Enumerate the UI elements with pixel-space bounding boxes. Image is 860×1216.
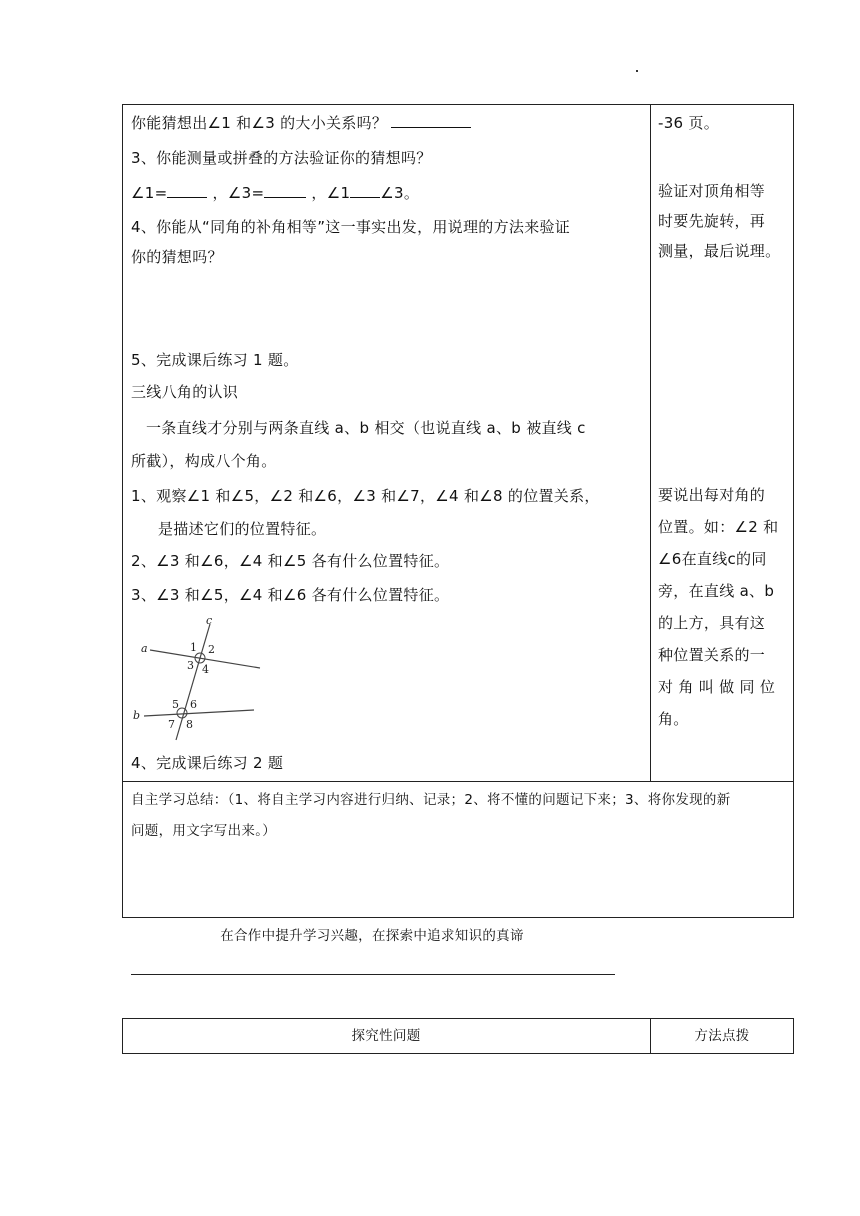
angle1-blank[interactable]	[167, 183, 207, 198]
page-reference: -36 页。	[658, 114, 720, 132]
tip2-line: 种位置关系的一	[658, 646, 766, 664]
motto-underline	[131, 974, 615, 975]
intro-line1: 一条直线才分别与两条直线 a、b 相交（也说直线 a、b 被直线 c	[146, 419, 586, 437]
relation-blank[interactable]	[350, 183, 380, 198]
method-header: 方法点拨	[694, 1028, 750, 1044]
inquiry-header: 探究性问题	[351, 1028, 421, 1044]
item-4: 4、完成课后练习 2 题	[131, 754, 284, 772]
page-mark-dot	[636, 70, 638, 72]
item-1-line2: 是描述它们的位置特征。	[158, 520, 327, 538]
tip2-line: 的上方，具有这	[658, 614, 766, 632]
tip2-line: 对 角 叫 做 同 位	[658, 678, 776, 696]
item-3: 3、∠3 和∠5，∠4 和∠6 各有什么位置特征。	[131, 586, 450, 604]
item-1-line1: 1、观察∠1 和∠5，∠2 和∠6，∠3 和∠7，∠4 和∠8 的位置关系，	[131, 487, 600, 505]
answer-blank[interactable]	[391, 113, 471, 128]
label-1: 1	[190, 641, 197, 654]
label-c: c	[206, 616, 213, 627]
tip2-line: 旁，在直线 a、b	[658, 582, 775, 600]
intro-line2: 所截），构成八个角。	[131, 452, 277, 470]
section-title: 三线八角的认识	[131, 383, 239, 401]
tip2-line: ∠6在直线c的同	[658, 550, 767, 568]
question-3: 3、你能测量或拼叠的方法验证你的猜想吗？	[131, 149, 432, 167]
tip-vertical-angles	[658, 176, 790, 266]
tip2-line: 位置。如：∠2 和	[658, 518, 779, 536]
three-lines-eight-angles-figure	[130, 616, 265, 746]
summary-line2: 问题，用文字写出来。）	[131, 823, 277, 839]
tip-corresponding-angles	[658, 479, 790, 735]
label-5: 5	[172, 698, 179, 711]
label-4: 4	[202, 663, 209, 676]
item-2: 2、∠3 和∠6，∠4 和∠5 各有什么位置特征。	[131, 552, 450, 570]
tip2-line: 角。	[658, 710, 689, 728]
motto: 在合作中提升学习兴趣，在探索中追求知识的真谛	[220, 928, 524, 944]
angle3-blank[interactable]	[264, 183, 306, 198]
tip1-line: 测量，最后说理。	[658, 242, 781, 260]
label-7: 7	[168, 718, 175, 731]
question-4-line1: 4、你能从“同角的补角相等”这一事实出发，用说理的方法来验证	[131, 218, 571, 236]
row-divider	[122, 781, 794, 782]
label-a: a	[141, 642, 148, 655]
line-b	[144, 710, 254, 716]
tip1-line: 验证对顶角相等	[658, 182, 766, 200]
column-divider	[650, 104, 651, 782]
label-2: 2	[208, 643, 215, 656]
question-5: 5、完成课后练习 1 题。	[131, 351, 299, 369]
label-6: 6	[190, 698, 197, 711]
label-3: 3	[187, 659, 194, 672]
tip2-line: 要说出每对角的	[658, 486, 766, 504]
summary-line1: 自主学习总结：（1、将自主学习内容进行归纳、记录；2、将不懂的问题记下来；3、将你发现的新	[131, 792, 731, 808]
label-b: b	[133, 709, 141, 722]
tip1-line: 时要先旋转，再	[658, 212, 766, 230]
question-4-line2: 你的猜想吗？	[131, 248, 223, 266]
question-2-line: 你能猜想出∠1 和∠3 的大小关系吗？	[131, 112, 471, 134]
question-3-equation: ∠1= ，∠3= ，∠1 ∠3。	[131, 184, 420, 202]
label-8: 8	[186, 718, 193, 731]
